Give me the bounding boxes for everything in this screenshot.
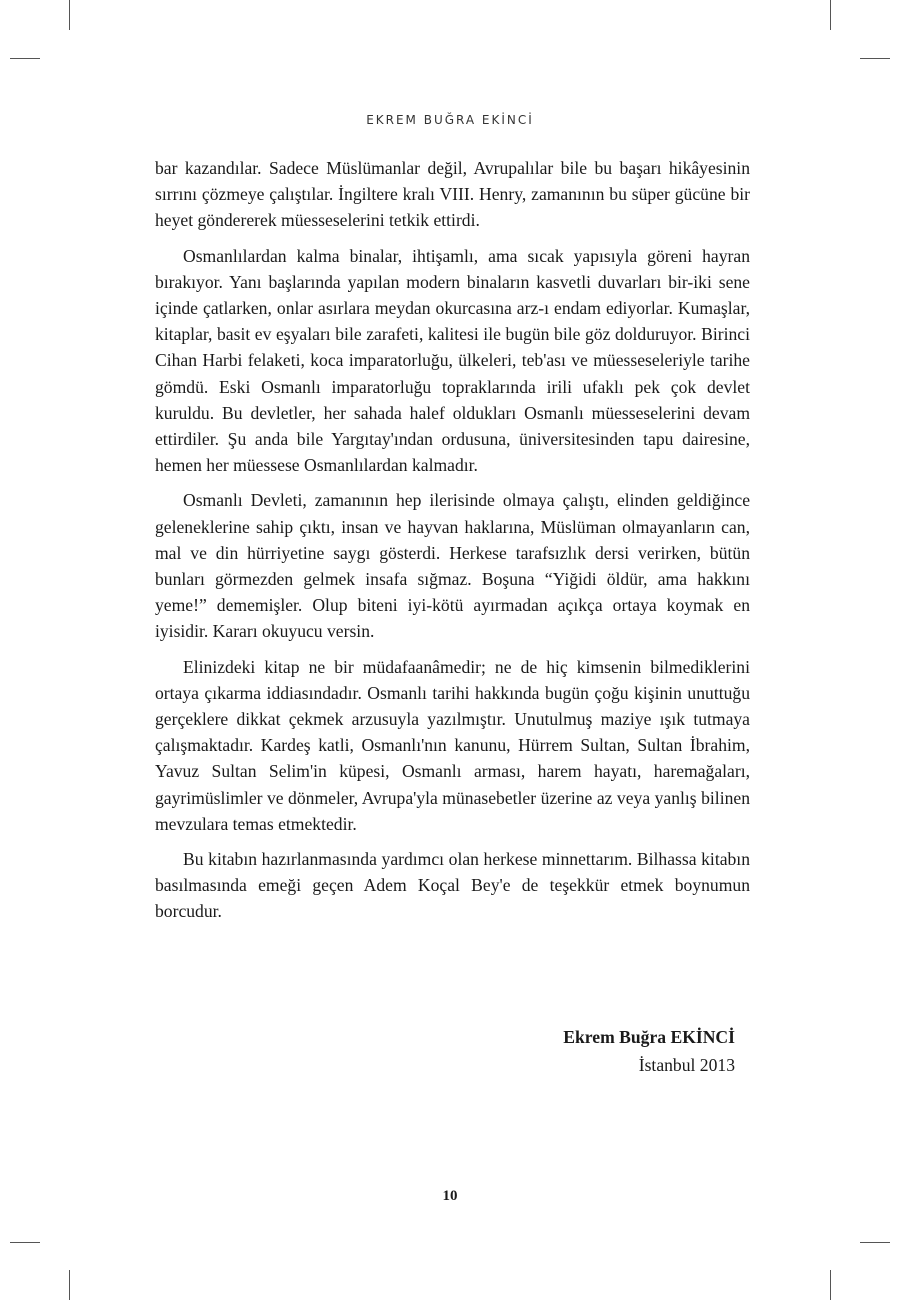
page-number: 10	[442, 1188, 458, 1204]
running-head: EKREM BUĞRA EKİNCİ	[366, 113, 534, 127]
paragraph: Bu kitabın hazırlanmasında yardımcı olan herkese minnettarım. Bilhassa kitabın basılmasında emeği geçen Adem Koçal Bey'e de teşekkür etmek boynumun borcudur.	[155, 849, 750, 922]
paragraph: bar kazandılar. Sadece Müslümanlar değil, Avrupalılar bile bu başarı hikâyesinin sırrını çözmeye çalıştılar. İngiltere kralı VIII. Henry, zamanının bu süper gücüne bir heyet göndererek müesseselerini tetkik ettirdi.	[155, 158, 750, 231]
paragraph: Elinizdeki kitap ne bir müdafaanâmedir; ne de hiç kimsenin bilmediklerini ortaya çıkarma iddiasındadır. Osmanlı tarihi hakkında bugün çoğu kişinin unuttuğu gerçeklere dikkat çekmek arzusuyla yazılmıştır. Unutulmuş maziye ışık tutmaya çalışmaktadır. Kardeş katli, Osmanlı'nın kanunu, Hürrem Sultan, Sultan İbrahim, Yavuz Sultan Selim'in küpesi, Osmanlı arması, harem hayatı, haremağaları, gayrimüslimler ve dönmeler, Avrupa'yla münasebetler üzerine az veya yanlış bilinen mevzulara temas etmektedir.	[155, 656, 750, 834]
crop-mark	[860, 58, 890, 59]
crop-mark	[860, 1242, 890, 1243]
crop-mark	[10, 58, 40, 59]
crop-mark	[69, 1270, 70, 1300]
paragraph: Osmanlılardan kalma binalar, ihtişamlı, ama sıcak yapısıyla göreni hayran bırakıyor. Yanı başlarında yapılan modern binaların kasvetli duvarları bir-iki sene içinde çatlarken, onlar asırlara meydan okurcasına arz-ı endam ediyorlar. Kumaşlar, kitaplar, basit ev eşyaları bile zarafeti, kalitesi ile bugün bile göz dolduruyor. Birinci Cihan Harbi felaketi, koca imparatorluğu, ülkeleri, teb'ası ve müesseseleriyle tarihe gömdü. Eski Osmanlı imparatorluğu topraklarında irili ufaklı pek çok devlet kuruldu. Bu devletler, her sahada halef oldukları Osmanlı müesseselerini devam ettirdiler. Şu anda bile Yargıtay'ından ordusuna, üniversitesinden tapu dairesine, hemen her müessese Osmanlılardan kalmadır.	[155, 245, 750, 476]
crop-mark	[10, 1242, 40, 1243]
paragraph: Osmanlı Devleti, zamanının hep ilerisinde olmaya çalıştı, elinden geldiğince geleneklerine sahip çıktı, insan ve hayvan haklarına, Müslüman olmayanların can, mal ve din hürriyetine saygı gösterdi. Herkese tarafsızlık dersi verirken, bütün bunları görmezden gelmek insafa sığmaz. Boşuna “Yiğidi öldür, ama hakkını yeme!” dememişler. Olup biteni iyi-kötü ayırmadan açıkça ortaya koymak en iyisidir. Kararı okuyucu versin.	[155, 490, 750, 642]
signature-block	[155, 1023, 735, 1079]
crop-mark	[830, 1270, 831, 1300]
body-text	[155, 155, 750, 934]
author-name: Ekrem Buğra EKİNCİ	[563, 1027, 735, 1047]
place-date: İstanbul 2013	[638, 1055, 735, 1075]
crop-mark	[69, 0, 70, 30]
crop-mark	[830, 0, 831, 30]
